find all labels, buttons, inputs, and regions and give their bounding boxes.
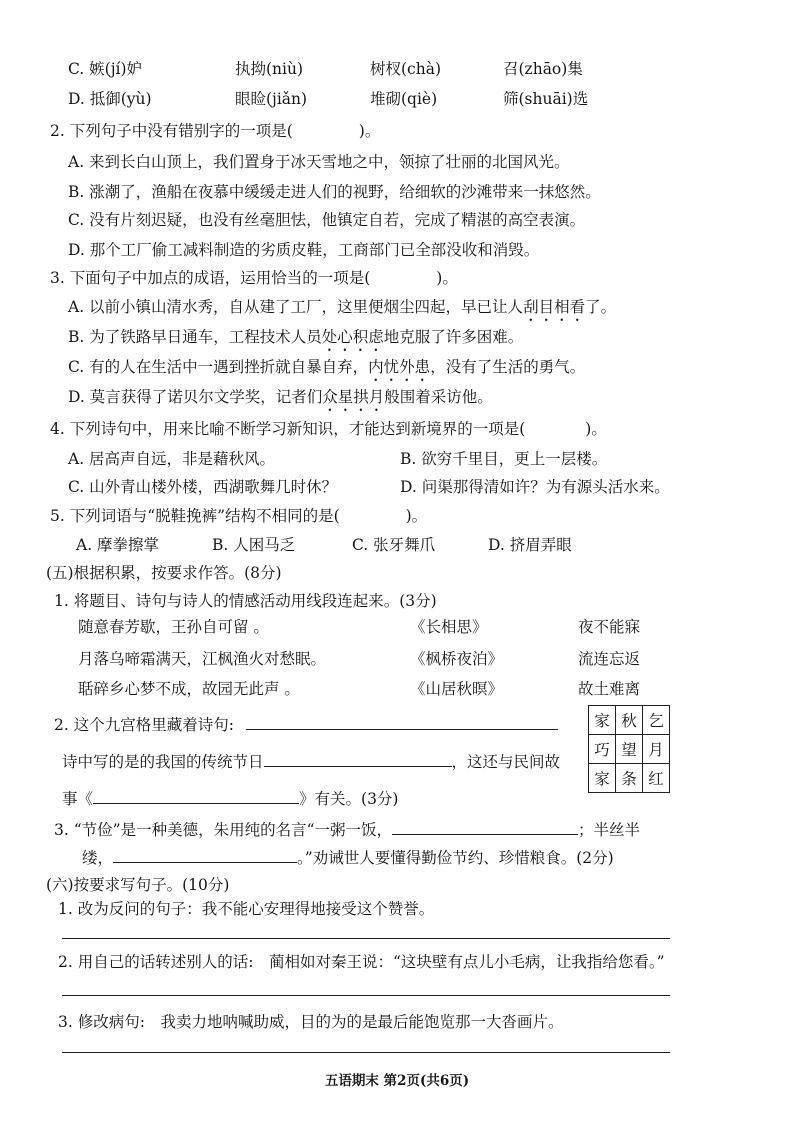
- grid-cell: 乞: [643, 706, 670, 735]
- q2-option-d: D. 那个工厂偷工减料制造的劣质皮鞋，工商部门已全部没收和消毁。: [68, 241, 540, 259]
- grid-cell: 家: [589, 764, 616, 793]
- q4-stem-close: )。: [585, 420, 607, 438]
- q1-option-d-2: 眼睑(jiǎn): [235, 90, 308, 108]
- sec5-q3-line2: [82, 846, 614, 868]
- sec5-q3-prompt: 3. “节俭”是一种美德，朱用纯的名言“一粥一饭，: [54, 821, 392, 839]
- poem-title-3: 《山居秋暝》: [410, 680, 504, 698]
- section-5-title: (五)根据积累，按要求作答。(8分): [46, 564, 282, 582]
- sec6-q3-answer-line[interactable]: [62, 1052, 670, 1053]
- sec5-q2-story-open: 事《: [62, 790, 94, 808]
- q1-option-c-2: 执拗(niù): [235, 60, 304, 78]
- sec5-q2-story-prompt: ，这还与民间故: [451, 753, 561, 771]
- q3-c-pre: C. 有的人在生活中一遇到挫折就自暴自弃，: [68, 358, 369, 376]
- q1-option-c-4: 召(zhāo)集: [503, 60, 583, 78]
- sec5-q2-line3: [62, 787, 398, 809]
- emotion-2: 流连忘返: [578, 650, 641, 668]
- q1-option-d-1: D. 抵御(yù): [68, 90, 152, 108]
- sec5-q2-line2: [62, 750, 560, 772]
- grid-cell: 巧: [589, 735, 616, 764]
- q2-stem-close: )。: [358, 122, 381, 140]
- sec5-q2-festival-prompt: 诗中写的是的我国的传统节日: [62, 753, 264, 771]
- verse-3: 聒碎乡心梦不成，故园无此声 。: [78, 680, 300, 698]
- sec6-q2-answer-line[interactable]: [62, 995, 670, 996]
- q5-option-c: C. 张牙舞爪: [352, 536, 436, 554]
- q3-d-pre: D. 莫言获得了诺贝尔文学奖，记者们: [68, 388, 323, 406]
- q5-option-b: B. 人困马乏: [212, 536, 296, 554]
- grid-cell: 望: [616, 735, 643, 764]
- q3-option-a: [68, 297, 616, 325]
- q3-b-idiom: 处心积虑: [321, 328, 384, 346]
- q1-option-d-3: 堆砌(qiè): [370, 90, 438, 108]
- sec5-q2-poem-blank[interactable]: [246, 713, 558, 730]
- sec5-q3-mid: ；半丝半: [578, 821, 641, 839]
- q3-a-idiom: 刮目相看: [523, 298, 586, 316]
- q4-stem-text: 4. 下列诗句中，用来比喻不断学习新知识，才能达到新境界的一项是(: [50, 420, 526, 438]
- q3-stem-text: 3. 下面句子中加点的成语，运用恰当的一项是(: [50, 269, 371, 287]
- emotion-1: 夜不能寐: [578, 618, 641, 636]
- grid-cell: 月: [643, 735, 670, 764]
- q4-option-b: B. 欲穷千里目，更上一层楼。: [400, 450, 608, 468]
- q3-b-post: 地克服了许多困难。: [383, 328, 524, 346]
- q3-a-post: 了。: [585, 298, 617, 316]
- emotion-3: 故土难离: [578, 680, 641, 698]
- section-6-title: (六)按要求写句子。(10分): [46, 876, 230, 894]
- q5-option-a: A. 摩拳擦掌: [76, 536, 160, 554]
- q2-stem-text: 2. 下列句子中没有错别字的一项是(: [50, 122, 293, 140]
- q5-stem: [50, 506, 427, 526]
- sec5-q2-festival-blank[interactable]: [264, 750, 452, 767]
- q2-option-a: A. 来到长白山顶上，我们置身于冰天雪地之中，领掠了壮丽的北国风光。: [68, 153, 570, 171]
- q3-b-pre: B. 为了铁路早日通车，工程技术人员: [68, 328, 322, 346]
- sec5-q2-story-close: 》有关。(3分): [299, 790, 399, 808]
- poem-title-2: 《枫桥夜泊》: [410, 650, 504, 668]
- q3-d-post: 般围着采访他。: [384, 388, 493, 406]
- q3-c-post: ，没有了生活的勇气。: [430, 358, 586, 376]
- sec5-q3-blank-2[interactable]: [113, 846, 297, 863]
- q3-option-d: [68, 387, 493, 415]
- q4-option-a: A. 居高声自远，非是藉秋风。: [68, 450, 276, 468]
- sec6-q1: 1. 改为反问的句子：我不能心安理得地接受这个赞誉。: [58, 900, 435, 918]
- poem-title-1: 《长相思》: [410, 618, 488, 636]
- page-footer: 五语期末 第2页(共6页): [324, 1073, 470, 1089]
- sec5-q3-start: 缕，: [82, 849, 114, 867]
- q3-c-idiom: 内忧外患: [368, 358, 431, 376]
- sec5-q3-line1: [54, 818, 640, 840]
- q4-stem: [50, 419, 607, 439]
- q4-option-c: C. 山外青山楼外楼，西湖歌舞几时休？: [68, 478, 338, 496]
- grid-cell: 秋: [616, 706, 643, 735]
- q3-a-pre: A. 以前小镇山清水秀，自从建了工厂，这里便烟尘四起，早已让人: [68, 298, 524, 316]
- sec5-q3-blank-1[interactable]: [392, 818, 578, 835]
- q2-stem: [50, 121, 380, 141]
- verse-1: 随意春芳歇，王孙自可留 。: [78, 618, 269, 636]
- q5-option-d: D. 挤眉弄眼: [488, 536, 572, 554]
- q5-stem-close: )。: [405, 507, 428, 525]
- q4-option-d: D. 问渠那得清如许？为有源头活水来。: [400, 478, 670, 496]
- q2-option-b: B. 涨潮了，渔船在夜慕中缓缓走进人们的视野，给细软的沙滩带来一抹悠然。: [68, 183, 601, 201]
- q1-option-c-1: C. 嫉(jí)妒: [68, 60, 143, 78]
- q2-option-c: C. 没有片刻迟疑，也没有丝毫胆怯，他镇定自若，完成了精湛的高空表演。: [68, 211, 586, 229]
- q3-option-b: [68, 327, 523, 355]
- sec6-q3: 3. 修改病句: 我卖力地呐喊助威，目的为的是最后能饱览那一大沓画片。: [58, 1013, 564, 1031]
- verse-2: 月落乌啼霜满天，江枫渔火对愁眠。: [78, 650, 327, 668]
- q1-option-c-3: 树杈(chà): [370, 60, 441, 78]
- q3-option-c: [68, 357, 585, 385]
- grid-cell: 红: [643, 764, 670, 793]
- sec5-q2-line1: [54, 713, 558, 735]
- sec5-q2-story-blank[interactable]: [93, 787, 299, 804]
- sec5-q3-end: 。”劝诫世人要懂得勤俭节约、珍惜粮食。(2分): [297, 849, 614, 867]
- q5-stem-text: 5. 下列词语与“脱鞋挽裤”结构不相同的是(: [50, 507, 340, 525]
- grid-cell: 家: [589, 706, 616, 735]
- q3-d-idiom: 众星拱月: [322, 388, 385, 406]
- sec6-q1-answer-line[interactable]: [62, 938, 670, 939]
- grid-cell: 条: [616, 764, 643, 793]
- sec6-q2: 2. 用自己的话转述别人的话: 蔺相如对秦王说：“这块壁有点儿小毛病，让我指给您看。”: [58, 953, 665, 971]
- q3-stem: [50, 268, 458, 288]
- sec5-q1: 1. 将题目、诗句与诗人的情感活动用线段连起来。(3分): [54, 592, 437, 610]
- q1-option-d-4: 筛(shuāi)选: [503, 90, 589, 108]
- q3-stem-close: )。: [436, 269, 458, 287]
- nine-grid: [588, 705, 670, 793]
- sec5-q2-prompt: 2. 这个九宫格里藏着诗句:: [54, 716, 234, 734]
